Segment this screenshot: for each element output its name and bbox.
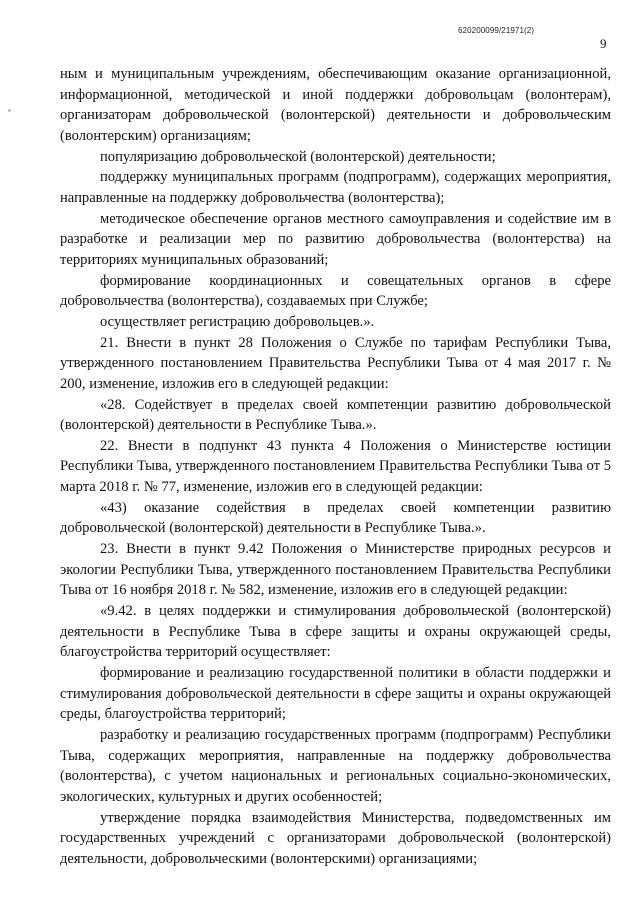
document-id: 620200099/21971(2) xyxy=(458,26,535,35)
paragraph: «43) оказание содействия в пределах своей компетенции развитию добровольческой (волонтерской) деятельности в Республике Тыва.». xyxy=(60,499,611,537)
paragraph: формирование и реализацию государственной политики в области поддержки и стимулирования добровольческой деятельности в сфере защиты и охраны окружающей среды, благоустройства территорий; xyxy=(60,665,611,723)
paragraph-item-22: 22. Внести в подпункт 43 пункта 4 Положения о Министерстве юстиции Республики Тыва, утвержденного постановлением Правительства Республики Тыва от 5 марта 2018 г. № 77, изменение, изложив его в следующей редакции: xyxy=(60,437,611,496)
paragraph: ным и муниципальным учреждениям, обеспечивающим оказание организационной, информационной, методической и иной поддержки добровольцам (волонтерам), организаторам добровольческой (волонтерской) деятельности и добровольческим (волонтерским) организациям; xyxy=(60,66,611,144)
margin-mark xyxy=(8,109,11,112)
paragraph-item-23: 23. Внести в пункт 9.42 Положения о Министерстве природных ресурсов и экологии Республики Тыва, утвержденного постановлением Правительства Республики Тыва от 16 ноября 2018 г. № 582, изменение, изложив его в следующей редакции: xyxy=(60,541,611,599)
paragraph: поддержку муниципальных программ (подпрограмм), содержащих мероприятия, направленные на поддержку добровольчества (волонтерства); xyxy=(60,169,611,206)
paragraph: осуществляет регистрацию добровольцев.». xyxy=(100,313,375,330)
paragraph-item-21: 21. Внести в пункт 28 Положения о Службе по тарифам Республики Тыва, утвержденного постановлением Правительства Республики Тыва от 4 мая 2017 г. № 200, изменение, изложив его в следующей редакции: xyxy=(60,334,611,392)
document-body xyxy=(60,64,611,870)
paragraph: «28. Содействует в пределах своей компетенции развитию добровольческой (волонтерской) деятельности в Республике Тыва.». xyxy=(60,396,611,434)
paragraph: утверждение порядка взаимодействия Министерства, подведомственных им государственных учреждений с организаторами добровольческой (волонтерской) деятельности, добровольческими (волонтерскими) организациями; xyxy=(60,809,611,867)
page-number: 9 xyxy=(600,36,607,51)
paragraph: формирование координационных и совещательных органов в сфере добровольчества (волонтерства), создаваемых при Службе; xyxy=(60,272,611,310)
paragraph: разработку и реализацию государственных программ (подпрограмм) Республики Тыва, содержащих мероприятия, направленные на поддержку добровольчества (волонтерства), с учетом национальных и региональных социально-экономических, экологических, культурных и других особенностей; xyxy=(60,727,611,805)
paragraph: методическое обеспечение органов местного самоуправления и содействие им в разработке и реализации мер по развитию добровольчества (волонтерства) на территориях муниципальных образований; xyxy=(60,210,611,268)
paragraph: «9.42. в целях поддержки и стимулирования добровольческой (волонтерской) деятельности в Республике Тыва в сфере защиты и охраны окружающей среды, благоустройства территорий осуществляет: xyxy=(60,603,611,661)
paragraph: популяризацию добровольческой (волонтерской) деятельности; xyxy=(100,148,496,165)
